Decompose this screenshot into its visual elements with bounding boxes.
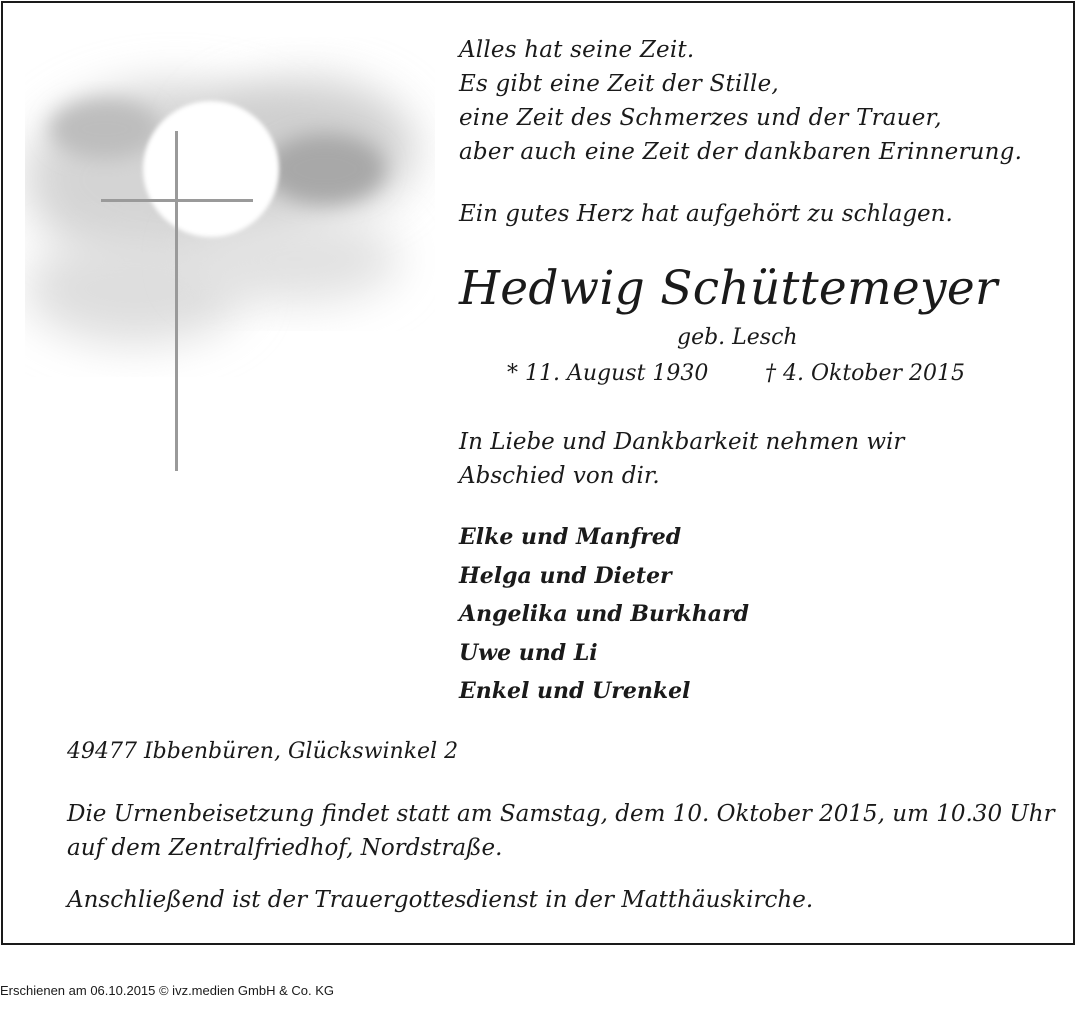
- burial-notice: [67, 797, 1055, 865]
- family-member: Elke und Manfred: [459, 524, 682, 550]
- poem-line: Es gibt eine Zeit der Stille,: [459, 71, 779, 97]
- family-member: Helga und Dieter: [459, 562, 672, 589]
- deceased-name: Hedwig Schüttemeyer: [459, 261, 998, 316]
- moon-icon: [143, 101, 279, 237]
- burial-line: auf dem Zentralfriedhof, Nordstraße.: [67, 835, 503, 861]
- heart-line: Ein gutes Herz hat aufgehört zu schlagen.: [459, 201, 953, 227]
- farewell-line: In Liebe und Dankbarkeit nehmen wir: [459, 429, 905, 455]
- family-member: Uwe und Li: [459, 639, 598, 666]
- poem-verse: [459, 33, 1022, 169]
- address: 49477 Ibbenbüren, Glückswinkel 2: [67, 739, 459, 764]
- death-date: † 4. Oktober 2015: [765, 361, 966, 386]
- publication-footer: Erschienen am 06.10.2015 © ivz.medien GmbH & Co. KG: [0, 983, 335, 998]
- poem-line: eine Zeit des Schmerzes und der Trauer,: [459, 105, 942, 131]
- poem-line: aber auch eine Zeit der dankbaren Erinnerung.: [459, 139, 1023, 165]
- family-member: Enkel und Urenkel: [459, 678, 691, 704]
- burial-line: Die Urnenbeisetzung findet statt am Samstag, dem 10. Oktober 2015, um 10.30 Uhr: [67, 801, 1055, 827]
- birth-date: * 11. August 1930: [507, 361, 709, 386]
- poem-line: Alles hat seine Zeit.: [459, 37, 695, 63]
- cross-and-moon-illustration: [25, 29, 435, 479]
- service-notice: Anschließend ist der Trauergottesdienst in der Matthäuskirche.: [67, 887, 814, 913]
- birth-name: geb. Lesch: [677, 325, 798, 350]
- family-list: [459, 518, 749, 711]
- farewell-text: [459, 425, 904, 493]
- obituary-card: [1, 1, 1075, 945]
- farewell-line: Abschied von dir.: [459, 463, 660, 489]
- family-member: Angelika und Burkhard: [459, 601, 749, 627]
